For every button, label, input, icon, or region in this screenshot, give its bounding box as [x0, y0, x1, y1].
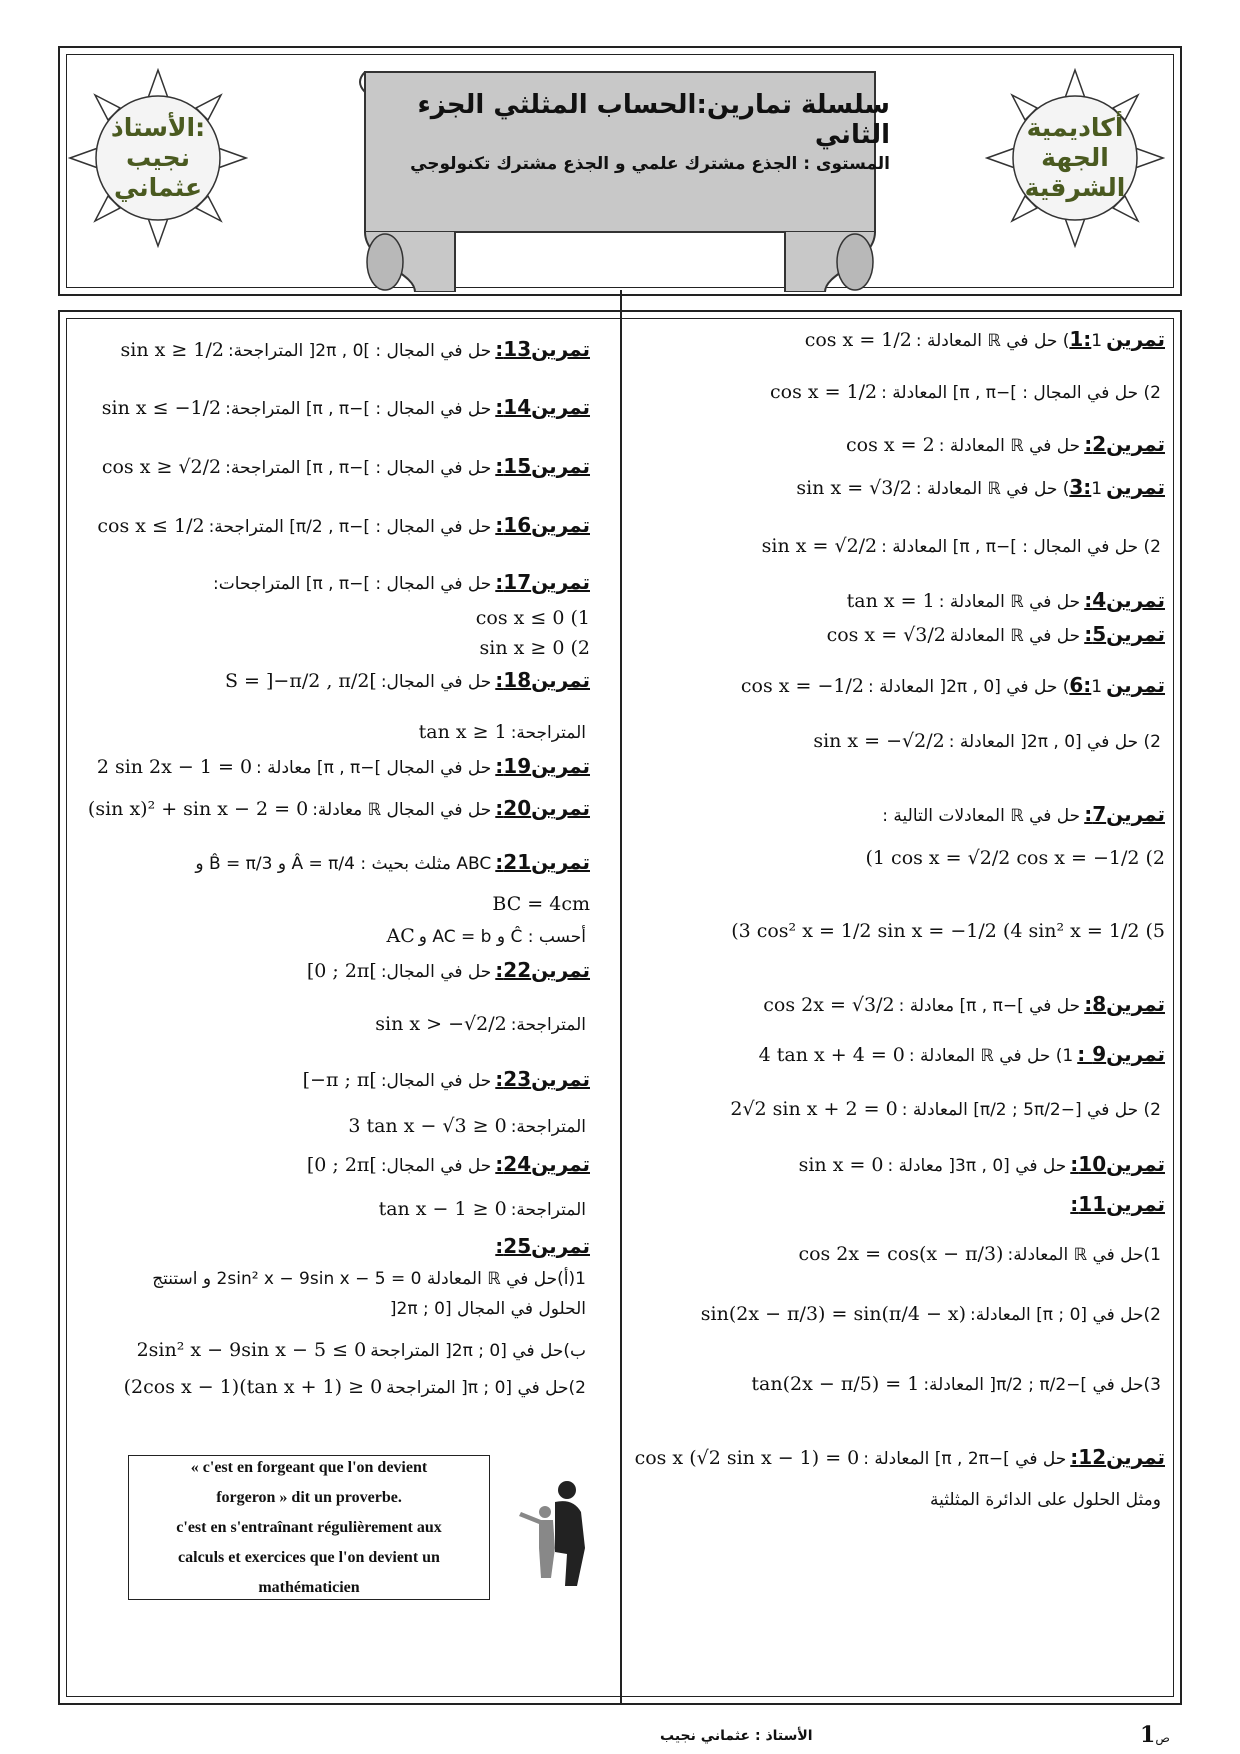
exercise-statement: 3)حل في ]−π/2 ; π/2[ المعادلة:	[923, 1375, 1161, 1395]
exercise-statement: 1) حل في [0 , 2π[ المعادلة :	[867, 677, 1103, 697]
right-exercise-line	[635, 1443, 1165, 1473]
teacher-badge-text	[68, 68, 248, 248]
proverb-line-5: mathématicien	[258, 1578, 360, 1596]
exercise-statement: حل في المجال : ]−π , π] المتراجحة:	[225, 458, 492, 478]
proverb-line-3: c'est en s'entraînant régulièrement aux	[176, 1518, 442, 1536]
exercise-formula: tan x − 1 ≥ 0	[378, 1198, 507, 1220]
exercise-number: تمرين14:	[495, 395, 590, 419]
exercise-formula: cos x = 1/2	[769, 381, 878, 403]
exercise-formula: AC	[386, 925, 415, 947]
exercise-formula: tan x = 1	[846, 590, 935, 612]
left-exercise-line	[348, 1112, 590, 1141]
exercise-formula: cos x = −1/2	[740, 675, 864, 697]
exercise-formula: sin(2x − π/3) = sin(π/4 − x)	[700, 1303, 967, 1325]
right-exercise-line	[799, 1150, 1165, 1180]
exercise-statement: حل في ℝ المعادلة :	[938, 592, 1081, 612]
left-exercise-line	[480, 634, 590, 663]
exercise-statement: 1(أ)حل في ℝ المعادلة 2sin² x − 9sin x − 5 = 0 و استنتج	[152, 1269, 586, 1289]
exercise-formula: cos x = 1/2	[804, 329, 912, 351]
right-exercise-line	[751, 1370, 1165, 1399]
exercise-statement: 1) حل في ℝ المعادلة :	[915, 331, 1103, 351]
exercise-number: تمرين21:	[495, 850, 590, 874]
exercise-statement: حل في ]−π , π] معادلة :	[898, 996, 1081, 1016]
exercise-formula: [0 ; 2π[	[306, 1154, 377, 1176]
exercise-formula: tan x ≥ 1	[418, 721, 507, 743]
left-exercise-line	[191, 848, 590, 878]
left-exercise-line	[495, 1232, 590, 1262]
exercise-formula: 2√2 sin x + 2 = 0	[730, 1098, 898, 1120]
right-exercise-line	[701, 1300, 1165, 1329]
left-exercise-line	[375, 1010, 590, 1039]
right-exercise-line	[731, 917, 1165, 946]
teacher-badge-line-2: نجيب	[125, 143, 191, 172]
right-exercise-line	[1070, 1190, 1165, 1220]
exercise-statement: المتراجحة:	[510, 723, 586, 743]
exercise-statement: حل في المجال : ]−π , π] المتراجحة:	[225, 399, 492, 419]
academy-badge-line-3: الشرقية	[1024, 173, 1126, 202]
exercise-number: تمرين1:	[1069, 327, 1165, 351]
exercise-number: تمرين13:	[495, 337, 590, 361]
page-number-label: ص	[1155, 1731, 1170, 1745]
exercise-formula: (2cos x − 1)(tan x + 1) ≥ 0	[123, 1376, 383, 1398]
exercise-formula: 4 tan x + 4 = 0	[758, 1044, 905, 1066]
right-exercise-line	[813, 727, 1165, 756]
exercise-statement: ب)حل في [0 ; 2π[ المتراجحة	[370, 1341, 586, 1361]
exercise-statement: أحسب : Ĉ و AC = b و	[418, 927, 586, 947]
proverb-line-2: forgeron » dit un proverbe.	[216, 1488, 402, 1506]
right-exercise-line	[762, 532, 1165, 561]
footer-teacher: الأستاذ : عثماني نجيب	[660, 1728, 813, 1744]
right-exercise-line	[763, 990, 1165, 1020]
page-number	[1140, 1722, 1170, 1748]
academy-badge-text	[985, 68, 1165, 248]
exercise-statement: حل في ]−π , 2π] المعادلة :	[863, 1449, 1067, 1469]
exercise-number: تمرين20:	[495, 796, 590, 820]
exercise-number: تمرين10:	[1070, 1152, 1165, 1176]
exercise-number: تمرين18:	[495, 668, 590, 692]
left-exercise-line	[148, 1265, 590, 1293]
right-exercise-line	[730, 1095, 1165, 1124]
exercise-statement: حل في المجال:	[380, 1071, 492, 1091]
column-divider	[620, 290, 622, 1705]
teacher-badge	[68, 68, 248, 248]
left-exercise-line	[102, 393, 590, 423]
exercise-formula: cos x = 2	[846, 434, 935, 456]
right-exercise-line	[866, 844, 1165, 873]
exercise-statement: حل في المجال:	[380, 962, 492, 982]
header-title-block	[370, 90, 890, 174]
exercise-number: تمرين8:	[1084, 992, 1165, 1016]
exercise-formula: cos 2x = √3/2	[763, 994, 895, 1016]
exercise-number: تمرين11:	[1070, 1192, 1165, 1216]
teacher-badge-line-3: عثماني	[113, 173, 203, 202]
exercise-formula: cos x ≤ 0 (1	[475, 607, 590, 629]
exercise-number: تمرين9 :	[1077, 1042, 1165, 1066]
exercise-statement: حل في ℝ المعادلة	[949, 626, 1081, 646]
left-exercise-line	[387, 922, 590, 951]
exercise-formula: cos x (√2 sin x − 1) = 0	[634, 1447, 860, 1469]
exercise-statement: 1) حل في ℝ المعادلة :	[915, 479, 1103, 499]
exercise-statement: الحلول في المجال [0 ; 2π[	[389, 1299, 586, 1319]
exercise-statement: ABC مثلث بحيث : Â = π/4 و B̂ = π/3 و	[195, 854, 492, 874]
exercise-formula: (1 cos x = √2/2 cos x = −1/2 (2	[865, 847, 1165, 869]
left-exercise-line	[124, 1373, 590, 1402]
left-exercise-line	[121, 335, 590, 365]
right-exercise-line	[741, 671, 1165, 701]
left-exercise-line	[303, 1065, 590, 1095]
exercise-number: تمرين23:	[495, 1067, 590, 1091]
exercise-formula: cos x = √3/2	[826, 624, 946, 646]
academy-badge-line-2: الجهة	[1041, 143, 1109, 172]
exercise-formula: cos x ≥ √2/2	[101, 456, 222, 478]
exercise-formula: (sin x)² + sin x − 2 = 0	[87, 798, 309, 820]
right-exercise-line	[846, 430, 1165, 460]
exercise-number: تمرين19:	[495, 754, 590, 778]
left-exercise-line	[307, 956, 590, 986]
exercise-formula: sin x ≥ 0 (2	[479, 637, 590, 659]
exercise-formula: S = ]−π/2 , π/2[	[224, 670, 377, 692]
exercise-statement: المتراجحة:	[510, 1015, 586, 1035]
exercise-number: تمرين16:	[495, 513, 590, 537]
exercise-statement: حل في المجال ℝ معادلة:	[312, 800, 492, 820]
exercise-formula: sin x ≥ 1/2	[120, 339, 224, 361]
exercise-statement: 2) حل في المجال : ]−π , π] المعادلة :	[881, 537, 1161, 557]
page-number-value: 1	[1140, 1722, 1156, 1748]
exercise-formula: (3 cos² x = 1/2 sin x = −1/2 (4 sin² x = 1/2 (5	[731, 920, 1165, 942]
proverb-line-1: « c'est en forgeant que l'on devient	[190, 1458, 428, 1476]
exercise-number: تمرين15:	[495, 454, 590, 478]
exercise-formula: sin x = 0	[798, 1154, 884, 1176]
exercise-formula: cos x ≤ 1/2	[97, 515, 205, 537]
parent-child-icon	[515, 1478, 595, 1588]
exercise-statement: 2)حل في [0 ; π[ المتراجحة	[386, 1378, 586, 1398]
exercise-number: تمرين24:	[495, 1152, 590, 1176]
exercise-statement: 1) حل في ℝ المعادلة :	[908, 1046, 1074, 1066]
exercise-number: تمرين3:	[1069, 475, 1165, 499]
exercise-statement: 2) حل في [−π/2 ; 5π/2] المعادلة :	[901, 1100, 1161, 1120]
left-exercise-line	[379, 1195, 590, 1224]
left-exercise-line	[492, 890, 590, 919]
left-exercise-line	[419, 718, 590, 747]
page-title: سلسلة تمارين:الحساب المثلثي الجزء الثاني	[417, 90, 890, 150]
left-exercise-line	[225, 666, 590, 696]
exercise-statement: 1)حل في ℝ المعادلة:	[1007, 1245, 1161, 1265]
page-subtitle: المستوى : الجذع مشترك علمي و الجذع مشترك تكنولوجي	[410, 154, 890, 174]
exercise-statement: ومثل الحلول على الدائرة المثلثية	[930, 1490, 1161, 1510]
exercise-statement: حل في ℝ المعادلة :	[938, 436, 1081, 456]
exercise-number: تمرين22:	[495, 958, 590, 982]
left-exercise-line	[88, 794, 590, 824]
exercise-number: تمرين17:	[495, 570, 590, 594]
exercise-formula: tan(2x − π/5) = 1	[751, 1373, 920, 1395]
exercise-statement: المتراجحة:	[510, 1200, 586, 1220]
exercise-statement: 2)حل في [0 ; π] المعادلة:	[970, 1305, 1161, 1325]
exercise-number: تمرين12:	[1070, 1445, 1165, 1469]
exercise-formula: sin x ≤ −1/2	[101, 397, 222, 419]
right-exercise-line	[796, 473, 1165, 503]
exercise-number: تمرين6:	[1069, 673, 1165, 697]
left-exercise-line	[102, 452, 590, 482]
exercise-statement: حل في المجال:	[380, 1156, 492, 1176]
right-exercise-line	[798, 1240, 1165, 1269]
exercise-formula: 3 tan x − √3 ≥ 0	[348, 1115, 507, 1137]
exercise-number: تمرين4:	[1084, 588, 1165, 612]
exercise-statement: حل في ℝ المعادلات التالية :	[882, 806, 1081, 826]
exercise-number: تمرين2:	[1084, 432, 1165, 456]
exercise-number: تمرين25:	[495, 1234, 590, 1258]
exercise-formula: 2sin² x − 9sin x − 5 ≤ 0	[136, 1339, 367, 1361]
right-exercise-line	[847, 586, 1165, 616]
proverb-box	[128, 1455, 490, 1600]
exercise-formula: [0 ; 2π[	[306, 960, 377, 982]
left-exercise-line	[209, 568, 590, 598]
exercise-formula: sin x = √2/2	[761, 535, 878, 557]
exercise-statement: حل في المجال : ]−π/2 , π] المتراجحة:	[208, 517, 492, 537]
exercise-formula: [−π ; π[	[302, 1069, 377, 1091]
left-exercise-line	[476, 604, 590, 633]
teacher-badge-line-1: الأستاذ:	[110, 113, 206, 142]
exercise-statement: حل في المجال:	[380, 672, 492, 692]
exercise-statement: حل في المجال : ]0 , 2π[ المتراجحة:	[227, 341, 492, 361]
exercise-formula: sin x > −√2/2	[375, 1013, 507, 1035]
right-exercise-line	[926, 1486, 1165, 1514]
academy-badge-line-1: أكاديمية	[1026, 113, 1124, 142]
proverb-line-4: calculs et exercices que l'on devient un	[178, 1548, 440, 1566]
exercise-statement: 2) حل في المجال : ]−π , π] المعادلة :	[881, 383, 1161, 403]
exercise-formula: cos 2x = cos(x − π/3)	[798, 1243, 1004, 1265]
exercise-formula: sin x = −√2/2	[813, 730, 945, 752]
left-exercise-line	[97, 511, 590, 541]
exercise-formula: 2 sin 2x − 1 = 0	[96, 756, 253, 778]
exercise-number: تمرين5:	[1084, 622, 1165, 646]
exercise-statement: حل في [0 , 3π[ معادلة :	[887, 1156, 1067, 1176]
exercise-formula: sin x = √3/2	[796, 477, 912, 499]
exercise-statement: حل في المجال : ]−π , π] المتراجحات:	[213, 574, 492, 594]
exercise-statement: 2) حل في [0 , 2π[ المعادلة :	[948, 732, 1161, 752]
right-exercise-line	[878, 800, 1165, 830]
right-exercise-line	[827, 620, 1165, 650]
left-exercise-line	[137, 1336, 590, 1365]
left-exercise-line	[386, 1295, 590, 1323]
right-exercise-line	[805, 325, 1165, 355]
right-exercise-line	[759, 1040, 1165, 1070]
left-exercise-line	[97, 752, 590, 782]
academy-badge	[985, 68, 1165, 248]
right-exercise-line	[770, 378, 1165, 407]
left-exercise-line	[307, 1150, 590, 1180]
exercise-number: تمرين7:	[1084, 802, 1165, 826]
exercise-statement: المتراجحة:	[510, 1117, 586, 1137]
exercise-formula: BC = 4cm	[492, 893, 590, 915]
exercise-statement: حل في المجال ]−π , π] معادلة :	[256, 758, 492, 778]
